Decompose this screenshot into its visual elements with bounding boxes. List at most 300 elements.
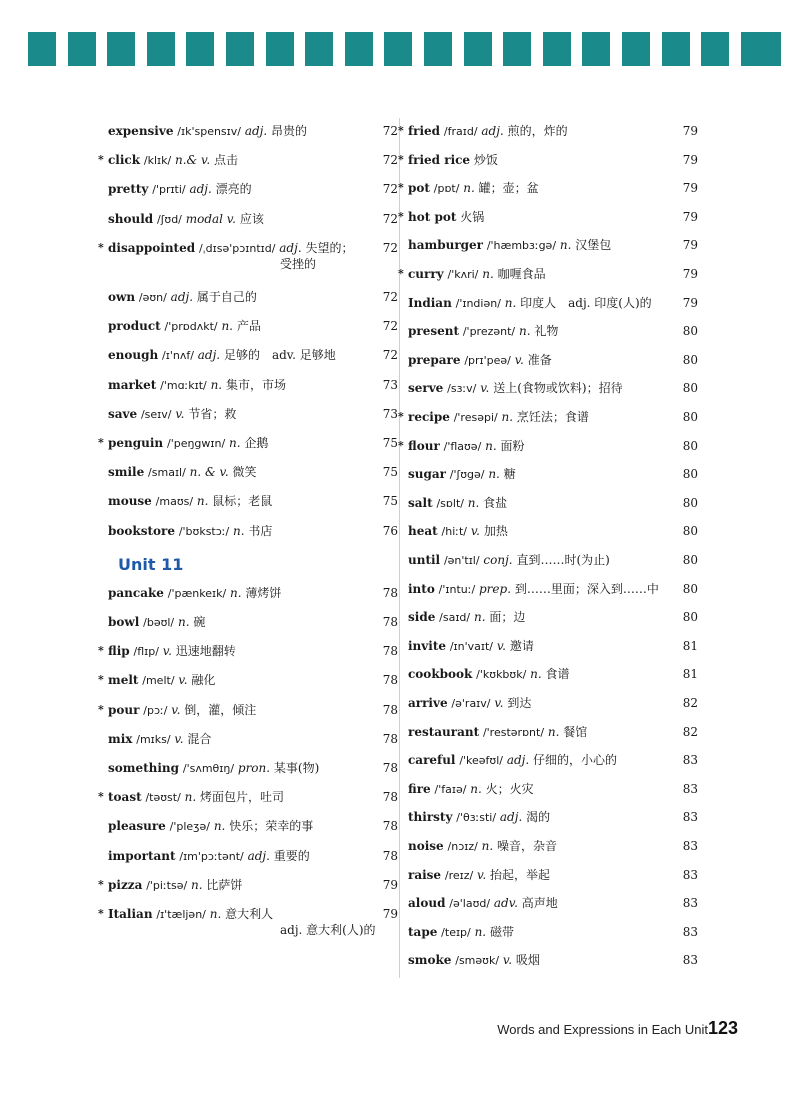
header-band-square [741, 32, 781, 66]
vocab-entry [408, 724, 698, 741]
entry-page-number: 78 [382, 615, 398, 629]
entry-text [108, 906, 363, 923]
entry-part-of-speech: n. [184, 790, 197, 805]
vocab-entry [108, 347, 398, 364]
entry-phonetic: /ˌdɪsə'pɔɪntɪd/ [198, 241, 276, 255]
vocab-entry [108, 818, 398, 835]
entry-part-of-speech: n. [473, 610, 486, 625]
entry-meaning: 混合 [187, 731, 212, 746]
entry-phonetic: /'hæmbɜːgə/ [486, 239, 557, 253]
header-band-square [424, 32, 452, 66]
vocab-entry [108, 731, 398, 748]
vocab-entry [98, 643, 398, 660]
entry-page-number: 80 [682, 381, 698, 396]
entry-page-number: 78 [382, 848, 398, 863]
vocab-entry [108, 464, 398, 481]
entry-text [108, 152, 363, 169]
entry-phonetic: /ɪk'spensɪv/ [177, 125, 241, 138]
entry-part-of-speech: adj. [481, 124, 504, 138]
entry-text [408, 466, 663, 483]
entry-meaning: 点击 [214, 153, 239, 168]
entry-text [108, 848, 363, 865]
header-band-square [305, 32, 333, 66]
entry-page-number: 75 [382, 465, 398, 480]
entry-page-number: 76 [382, 523, 398, 538]
entry-text [108, 789, 363, 806]
entry-word: side [408, 610, 436, 625]
entry-part-of-speech: n. [191, 877, 203, 892]
entry-meaning: 烹饪法；食谱 [516, 410, 589, 424]
entry-phonetic: /'kʌri/ [447, 268, 479, 281]
entry-text [108, 702, 363, 719]
star-icon: * [98, 153, 104, 167]
vocab-entry [98, 435, 398, 452]
entry-meaning: 糖 [503, 467, 516, 482]
entry-page-number: 79 [682, 295, 698, 310]
star-icon: * [98, 702, 104, 716]
entry-page-number: 79 [682, 152, 698, 167]
entry-phonetic: /'ɪntuː/ [438, 582, 476, 596]
entry-page-number: 72 [382, 240, 398, 255]
entry-text [408, 752, 663, 769]
entry-part-of-speech: n. [504, 295, 517, 310]
entry-text [408, 152, 663, 169]
header-band-square [384, 32, 412, 66]
entry-phonetic: /saɪd/ [439, 611, 471, 625]
entry-meaning: 高声地 [521, 896, 558, 911]
entry-text [408, 895, 663, 912]
entry-part-of-speech: n. [559, 238, 572, 253]
entry-text [108, 181, 363, 198]
entry-word: restaurant [408, 724, 480, 739]
entry-text [108, 211, 363, 228]
entry-phonetic: /'θɜːsti/ [456, 811, 497, 825]
entry-part-of-speech: n. [485, 438, 497, 453]
entry-word: product [108, 319, 161, 334]
entry-phonetic: /seɪv/ [140, 407, 172, 421]
entry-page-number: 82 [682, 724, 698, 739]
entry-page-number: 78 [382, 790, 398, 805]
entry-part-of-speech: n. [229, 585, 242, 600]
vocab-entry [408, 237, 698, 254]
entry-text [408, 809, 663, 826]
entry-page-number: 79 [682, 124, 698, 138]
entry-text [408, 237, 663, 254]
entry-meaning: 烤面包片，吐司 [200, 790, 285, 805]
entry-meaning: 印度人 adj. 印度(人)的 [520, 295, 652, 310]
vocab-entry [108, 523, 398, 540]
entry-word: careful [408, 753, 456, 768]
entry-word: important [108, 848, 176, 863]
entry-phonetic: /sɒlt/ [436, 496, 464, 510]
entry-phonetic: /əʊn/ [138, 291, 167, 304]
entry-phonetic: /'pleʒə/ [169, 820, 210, 834]
vocab-entry [108, 289, 398, 306]
entry-page-number: 83 [682, 839, 698, 853]
entry-word: recipe [408, 410, 450, 424]
entry-word: smoke [408, 953, 452, 968]
header-band-square [503, 32, 531, 66]
entry-phonetic: /maʊs/ [155, 495, 194, 509]
entry-meaning: 食盐 [483, 495, 508, 510]
entry-meaning: 邀请 [509, 638, 534, 653]
entry-word: aloud [408, 896, 446, 911]
entry-meaning: 鼠标；老鼠 [212, 494, 273, 509]
entry-phonetic: /ɪ'tæljən/ [156, 908, 206, 921]
entry-text [108, 672, 363, 689]
entry-page-number: 80 [682, 553, 698, 567]
entry-part-of-speech: n. [467, 495, 480, 510]
entry-phonetic: /'prezənt/ [462, 325, 516, 339]
entry-phonetic: /'ʃʊgə/ [449, 468, 485, 482]
entry-text [408, 781, 663, 798]
entry-meaning: 磁带 [489, 924, 514, 939]
entry-text [108, 523, 363, 540]
entry-part-of-speech: n. [221, 319, 233, 334]
entry-phonetic: /mɪks/ [136, 732, 171, 746]
entry-text [108, 464, 363, 481]
entry-part-of-speech: v. [162, 644, 172, 659]
entry-word: cookbook [408, 667, 473, 682]
entry-phonetic: /hiːt/ [441, 525, 467, 539]
entry-phonetic: /'restərɒnt/ [482, 725, 545, 739]
entry-meaning: 昂贵的 [271, 124, 308, 138]
entry-text [408, 666, 663, 683]
entry-part-of-speech: n. & v. [189, 465, 229, 480]
entry-word: disappointed [108, 240, 196, 255]
entry-text [408, 581, 663, 598]
entry-part-of-speech: adj. [247, 848, 270, 863]
entry-meaning: 送上(食物或饮料)；招待 [493, 381, 623, 396]
entry-page-number: 80 [682, 438, 698, 453]
entry-word: serve [408, 381, 444, 396]
entry-part-of-speech: v. [174, 731, 184, 746]
vocab-entry [408, 867, 698, 884]
header-band-square [266, 32, 294, 66]
entry-page-number: 79 [382, 877, 398, 892]
entry-part-of-speech: n. [233, 523, 245, 538]
entry-text [108, 585, 363, 602]
entry-phonetic: /ə'laʊd/ [449, 897, 491, 911]
entry-phonetic: /təʊst/ [145, 791, 181, 805]
vocab-entry [398, 266, 698, 283]
entry-word: noise [408, 839, 444, 853]
vocab-entry [98, 789, 398, 806]
entry-part-of-speech: adv. [493, 896, 518, 911]
entry-meaning: 属于自己的 [196, 290, 257, 304]
vocab-entry [408, 552, 698, 569]
vocab-entry [398, 152, 698, 169]
entry-meaning: 意大利人 [225, 907, 274, 921]
entry-word: fried rice [408, 152, 471, 167]
entry-meaning: 火；火灾 [485, 781, 534, 796]
header-band-square [701, 32, 729, 66]
footer-title: Words and Expressions in Each Unit [497, 1022, 708, 1037]
entry-text [408, 552, 663, 569]
star-icon: * [98, 790, 104, 804]
vocab-entry [408, 895, 698, 912]
vocab-entry [408, 752, 698, 769]
entry-meaning: 到达 [507, 696, 532, 710]
entry-phonetic: /'prɪti/ [152, 183, 186, 197]
entry-word: pleasure [108, 819, 166, 834]
entry-part-of-speech: adj. [197, 348, 221, 363]
entry-page-number: 79 [682, 209, 698, 224]
entry-text [108, 493, 363, 510]
entry-word: market [108, 377, 157, 392]
entry-word: thirsty [408, 810, 453, 825]
entry-phonetic: /'keəfʊl/ [459, 754, 503, 768]
entry-word: Italian [108, 907, 153, 921]
entry-page-number: 83 [682, 896, 698, 911]
entry-phonetic: /'ɪndiən/ [455, 296, 501, 310]
entry-text [108, 643, 363, 660]
entry-page-number: 78 [382, 673, 398, 688]
entry-part-of-speech: adj. [499, 810, 523, 825]
star-icon: * [398, 410, 404, 423]
entry-phonetic: /pɒt/ [433, 182, 460, 196]
header-band-square [543, 32, 571, 66]
vocab-entry [108, 318, 398, 335]
entry-page-number: 83 [682, 810, 698, 825]
entry-page-number: 72 [382, 153, 398, 168]
entry-meaning: 书店 [248, 523, 273, 538]
entry-meaning: 比萨饼 [206, 877, 243, 892]
entry-text [108, 347, 363, 364]
entry-text [108, 818, 363, 835]
entry-text [408, 123, 663, 140]
entry-word: arrive [408, 696, 448, 710]
entry-page-number: 80 [682, 581, 698, 596]
entry-meaning: 某事(物) [273, 761, 320, 775]
entry-word: should [108, 211, 154, 226]
entry-meaning: 微笑 [232, 465, 257, 480]
entry-word: pour [108, 702, 140, 717]
star-icon: * [398, 124, 404, 137]
entry-part-of-speech: v. [470, 524, 480, 539]
entry-meaning: 节省；救 [188, 406, 237, 421]
entry-page-number: 80 [682, 610, 698, 625]
entry-page-number: 72 [382, 182, 398, 197]
entry-phonetic: /teɪp/ [441, 925, 471, 939]
entry-part-of-speech: adj. [170, 290, 194, 304]
entry-meaning: 准备 [527, 352, 552, 367]
entry-text [408, 838, 663, 855]
entry-part-of-speech: adj. [279, 240, 302, 255]
entry-page-number: 80 [682, 410, 698, 424]
entry-word: enough [108, 348, 159, 363]
entry-meaning: 炒饭 [473, 152, 498, 167]
entry-phonetic: /'resəpi/ [453, 411, 498, 424]
vocab-entry [408, 666, 698, 683]
header-band-square [186, 32, 214, 66]
entry-page-number: 81 [682, 638, 698, 653]
entry-phonetic: /melt/ [142, 674, 175, 688]
vocab-entry [408, 838, 698, 855]
entry-meaning: 吸烟 [515, 953, 540, 968]
entry-page-number: 78 [382, 585, 398, 600]
entry-text [408, 523, 663, 540]
unit-heading: Unit 11 [118, 554, 184, 574]
entry-part-of-speech: modal v. [185, 211, 236, 226]
entry-page-number: 79 [382, 907, 398, 921]
entry-phonetic: /'mɑːkɪt/ [160, 378, 207, 392]
entry-part-of-speech: adj. [506, 753, 530, 768]
entry-page-number: 72 [382, 348, 398, 363]
entry-word: heat [408, 524, 438, 539]
vocab-entry [408, 952, 698, 969]
star-icon: * [98, 877, 104, 891]
entry-text [108, 731, 363, 748]
vocab-entry [108, 123, 398, 140]
entry-page-number: 78 [382, 644, 398, 659]
entry-meaning: 漂亮的 [215, 182, 252, 197]
entry-meaning: 抬起，举起 [490, 867, 551, 882]
entry-part-of-speech: v. [480, 381, 490, 396]
entry-part-of-speech: n. [501, 410, 514, 424]
entry-page-number: 79 [682, 267, 698, 281]
entry-page-number: 72 [382, 290, 398, 304]
entry-text [408, 352, 663, 369]
star-icon: * [98, 240, 104, 254]
entry-page-number: 73 [382, 406, 398, 421]
entry-word: expensive [108, 124, 174, 138]
vocab-entry [98, 240, 398, 271]
star-icon: * [98, 436, 104, 449]
entry-word: fire [408, 781, 431, 796]
entry-part-of-speech: adj. [244, 124, 268, 138]
entry-page-number: 75 [382, 436, 398, 450]
entry-word: mix [108, 731, 133, 746]
entry-word: pancake [108, 585, 164, 600]
entry-phonetic: /'bʊkstɔː/ [178, 524, 230, 538]
entry-part-of-speech: v. [175, 406, 185, 421]
entry-meaning: 产品 [236, 319, 261, 334]
entry-part-of-speech: n. [470, 781, 482, 796]
entry-part-of-speech: n. [177, 615, 190, 629]
entry-text [108, 123, 363, 140]
entry-text [108, 289, 363, 306]
vocab-entry [408, 380, 698, 397]
entry-meaning-continued: adj. 意大利(人)的 [280, 923, 376, 937]
entry-phonetic: /flɪp/ [133, 645, 159, 659]
vocab-entry [398, 438, 698, 455]
entry-meaning: 到……里面；深入到……中 [514, 581, 659, 596]
entry-phonetic: /ən'tɪl/ [443, 554, 480, 567]
entry-part-of-speech: n. [474, 924, 487, 939]
entry-meaning: 汉堡包 [575, 238, 612, 253]
entry-page-number: 72 [382, 211, 398, 226]
entry-meaning: 碗 [193, 615, 206, 629]
entry-text [408, 952, 663, 969]
vocab-entry [398, 409, 698, 426]
entry-page-number: 73 [382, 377, 398, 392]
entry-part-of-speech: n. [196, 494, 209, 509]
entry-meaning: 直到……时(为止) [516, 553, 610, 567]
entry-meaning: 煎的，炸的 [507, 124, 568, 138]
entry-page-number: 83 [682, 867, 698, 882]
entry-page-number: 82 [682, 696, 698, 710]
vocab-entry [408, 781, 698, 798]
entry-page-number: 78 [382, 761, 398, 775]
entry-part-of-speech: n. [518, 324, 531, 339]
entry-word: something [108, 761, 180, 775]
entry-word: hot pot [408, 209, 457, 224]
entry-phonetic: /ʃʊd/ [157, 212, 182, 226]
entry-phonetic: /'piːtsə/ [146, 878, 188, 892]
entry-text [408, 409, 663, 426]
entry-word: save [108, 406, 138, 421]
entry-word: present [408, 324, 460, 339]
entry-meaning: 快乐；荣幸的事 [229, 819, 314, 834]
entry-word: pizza [108, 877, 143, 892]
vocab-entry [408, 352, 698, 369]
entry-word: penguin [108, 436, 164, 450]
entry-meaning: 倒，灌，倾注 [184, 702, 257, 717]
entry-part-of-speech: n. [463, 181, 475, 196]
header-band-square [464, 32, 492, 66]
entry-phonetic: /ɪm'pɔːtənt/ [179, 849, 244, 863]
entry-text [108, 877, 363, 894]
vocab-entry [408, 924, 698, 941]
entry-text [108, 318, 363, 335]
vocab-entry [108, 585, 398, 602]
entry-meaning: 加热 [483, 524, 508, 539]
column-divider [399, 118, 400, 978]
entry-meaning: 咖喱食品 [497, 267, 546, 281]
header-band-square [147, 32, 175, 66]
entry-meaning: 渴的 [526, 810, 551, 825]
entry-text [408, 295, 663, 312]
entry-text [408, 323, 663, 340]
entry-part-of-speech: n. [210, 377, 223, 392]
vocab-entry [398, 123, 698, 140]
entry-page-number: 78 [382, 819, 398, 834]
vocab-entry [408, 809, 698, 826]
entry-page-number: 83 [682, 953, 698, 968]
vocab-entry [398, 180, 698, 197]
star-icon: * [98, 673, 104, 687]
entry-word: mouse [108, 494, 152, 509]
entry-word: pot [408, 181, 430, 196]
entry-meaning: 融化 [191, 673, 216, 688]
vocab-entry [108, 406, 398, 423]
entry-text [408, 724, 663, 741]
entry-page-number: 78 [382, 702, 398, 717]
vocab-entry [108, 181, 398, 198]
star-icon: * [398, 181, 404, 195]
entry-phonetic: /klɪk/ [143, 154, 172, 168]
entry-phonetic: /'kʊkbʊk/ [476, 668, 527, 682]
entry-word: bookstore [108, 523, 175, 538]
entry-word: flip [108, 644, 130, 659]
entry-word: into [408, 581, 435, 596]
vocab-entry [408, 523, 698, 540]
vocab-entry [108, 614, 398, 631]
entry-phonetic: /ɪ'nʌf/ [162, 349, 194, 363]
entry-text [108, 240, 363, 257]
entry-word: pretty [108, 182, 149, 197]
vocab-entry [398, 209, 698, 226]
entry-meaning: 薄烤饼 [245, 585, 282, 600]
vocab-entry [408, 638, 698, 655]
entry-meaning: 食谱 [545, 667, 570, 682]
entry-part-of-speech: v. [494, 696, 504, 710]
entry-meaning: 面；边 [489, 610, 526, 625]
entry-text [408, 495, 663, 512]
star-icon: * [398, 152, 404, 166]
star-icon: * [98, 644, 104, 658]
